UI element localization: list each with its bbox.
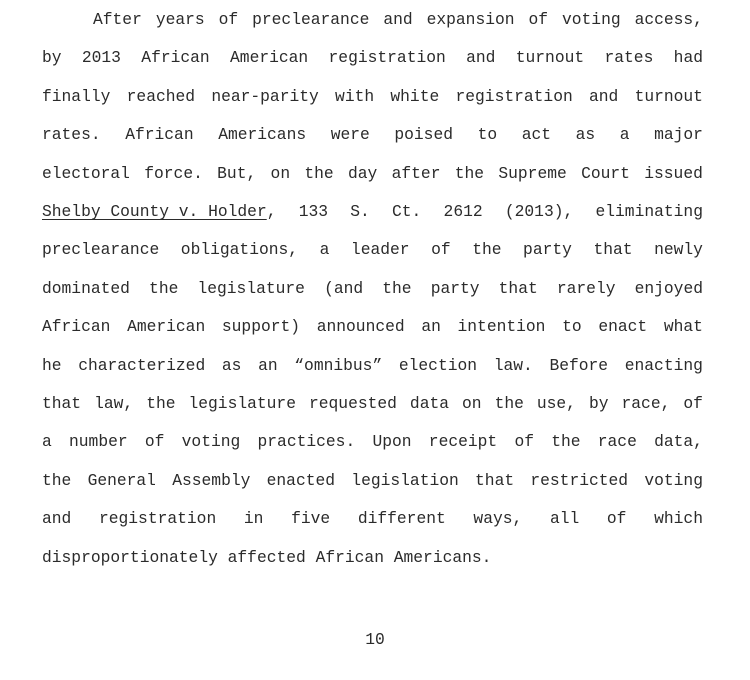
text-line: dominated the legislature (and the party that rarely enjoyed [42, 278, 703, 298]
text-line: preclearance obligations, a leader of the party that newly [42, 240, 703, 260]
case-citation: Shelby County v. Holder [42, 202, 267, 221]
text-line: Shelby County v. Holder, 133 S. Ct. 2612 (2013), eliminating [42, 202, 703, 221]
page-number: 10 [365, 630, 385, 649]
text-line: and registration in five different ways, all of which [42, 509, 703, 529]
text-line: African American support) announced an intention to enact what [42, 317, 703, 337]
text-line: electoral force. But, on the day after the Supreme Court issued [42, 163, 703, 183]
text-line: a number of voting practices. Upon receipt of the race data, [42, 432, 703, 452]
text-line: disproportionately affected African Americans. [42, 547, 492, 567]
text-line: finally reached near-parity with white registration and turnout [42, 86, 703, 106]
text-line: rates. African Americans were poised to act as a major [42, 125, 703, 145]
text-line: that law, the legislature requested data on the use, by race, of [42, 394, 703, 413]
text-line: he characterized as an “omnibus” election law. Before enacting [42, 355, 703, 375]
text-line: the General Assembly enacted legislation that restricted voting [42, 470, 703, 490]
text-line: After years of preclearance and expansion of voting access, [93, 10, 703, 29]
text-line: by 2013 African American registration and turnout rates had [42, 48, 703, 68]
